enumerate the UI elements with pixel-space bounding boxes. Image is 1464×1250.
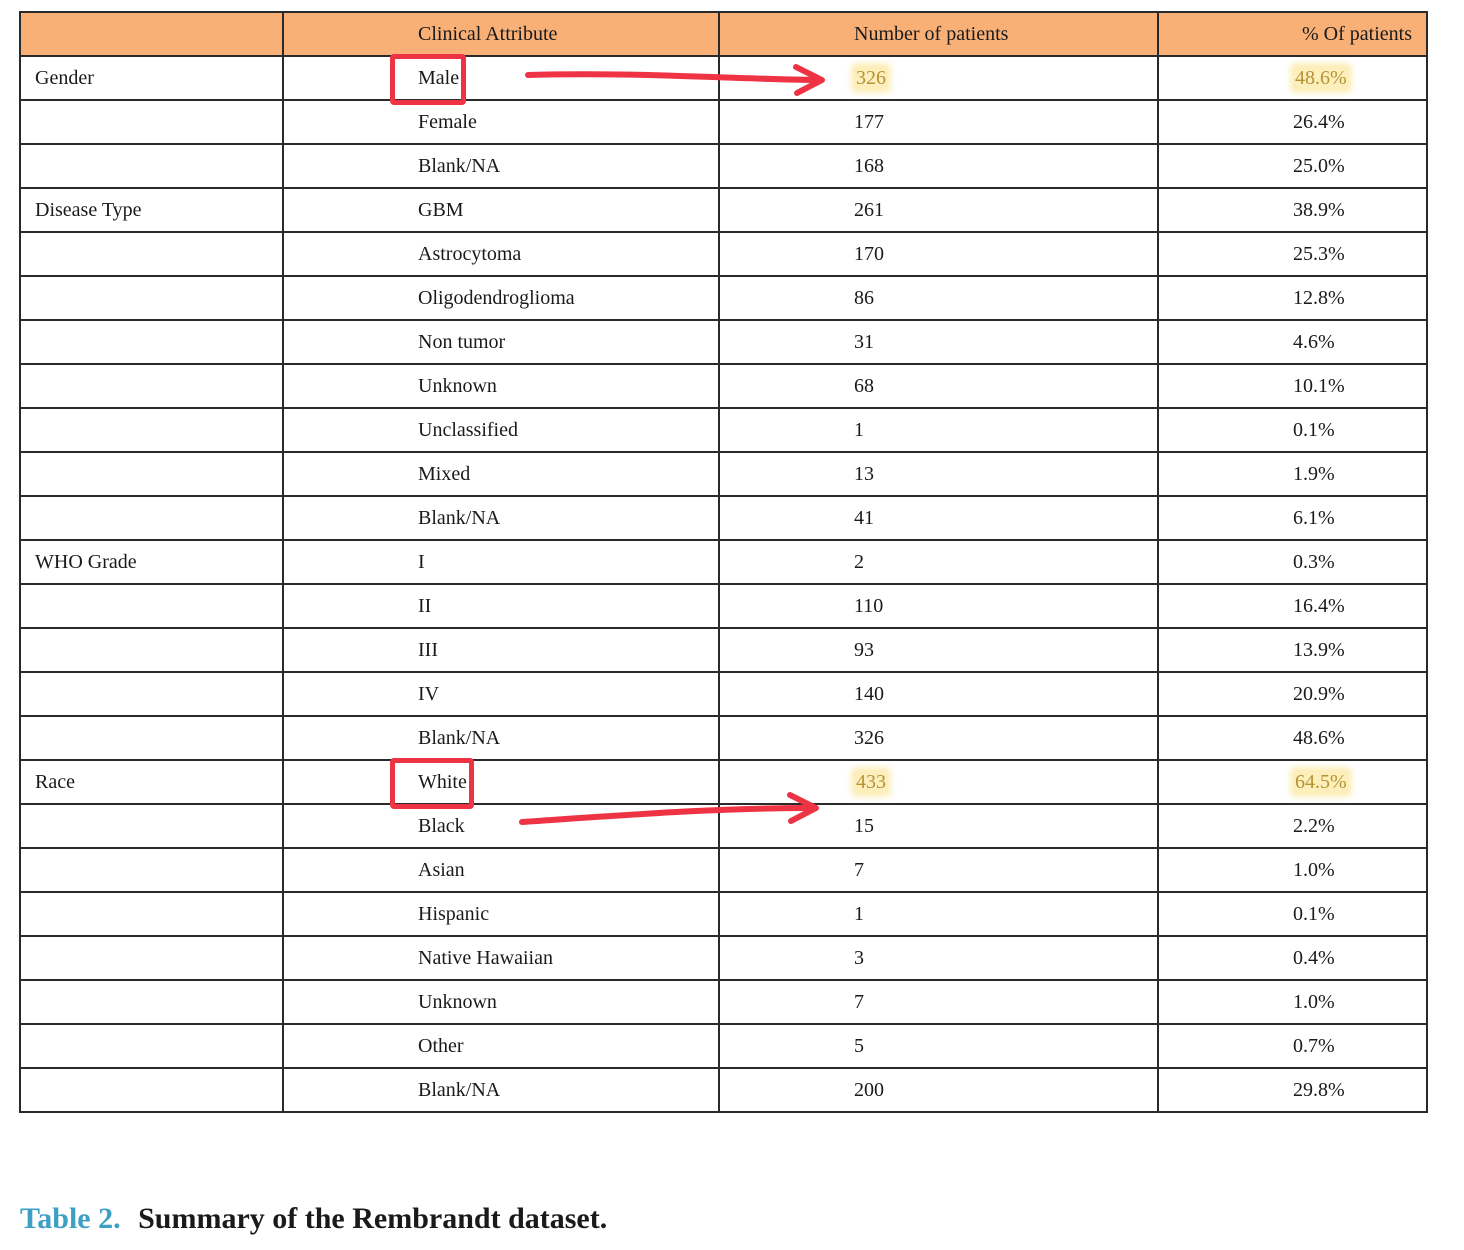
attribute-text: Blank/NA — [418, 726, 501, 749]
percent-text: 48.6% — [1293, 726, 1345, 749]
percent-cell — [1158, 496, 1427, 540]
count-text: 31 — [854, 330, 874, 353]
percent-cell — [1158, 760, 1427, 804]
group-text: Disease Type — [35, 198, 142, 221]
attribute-text: GBM — [418, 198, 464, 221]
attribute-cell — [283, 276, 719, 320]
attribute-cell — [283, 100, 719, 144]
table-row — [20, 188, 1427, 232]
count-cell — [719, 364, 1158, 408]
table-row — [20, 100, 1427, 144]
count-cell — [719, 716, 1158, 760]
attribute-text: Mixed — [418, 462, 471, 485]
attribute-text: Unclassified — [418, 418, 518, 441]
table-row — [20, 980, 1427, 1024]
count-text: 15 — [854, 814, 874, 837]
group-cell — [20, 628, 283, 672]
count-text: 1 — [854, 418, 864, 441]
table-row — [20, 496, 1427, 540]
attribute-cell — [283, 848, 719, 892]
count-text: 7 — [854, 858, 864, 881]
count-cell — [719, 540, 1158, 584]
attribute-cell — [283, 452, 719, 496]
group-cell — [20, 276, 283, 320]
table-row — [20, 584, 1427, 628]
percent-cell — [1158, 188, 1427, 232]
percent-cell — [1158, 452, 1427, 496]
percent-text: 10.1% — [1293, 374, 1345, 397]
percent-cell — [1158, 848, 1427, 892]
table-row — [20, 144, 1427, 188]
count-cell — [719, 628, 1158, 672]
group-text: Gender — [35, 66, 94, 89]
percent-text: 29.8% — [1293, 1078, 1345, 1101]
table-row — [20, 892, 1427, 936]
caption-text: Summary of the Rembrandt dataset. — [138, 1202, 608, 1235]
percent-text: 64.5% — [1295, 770, 1347, 793]
attribute-cell — [283, 232, 719, 276]
count-cell — [719, 936, 1158, 980]
percent-text: 25.3% — [1293, 242, 1345, 265]
count-text: 5 — [854, 1034, 864, 1057]
group-cell — [20, 804, 283, 848]
percent-cell — [1158, 364, 1427, 408]
attribute-cell — [283, 804, 719, 848]
percent-text: 48.6% — [1295, 66, 1347, 89]
attribute-cell — [283, 760, 719, 804]
percent-cell — [1158, 232, 1427, 276]
table-row — [20, 232, 1427, 276]
count-cell — [719, 452, 1158, 496]
count-cell — [719, 100, 1158, 144]
group-cell — [20, 936, 283, 980]
count-cell — [719, 188, 1158, 232]
attribute-text: Female — [418, 110, 477, 133]
percent-text: 13.9% — [1293, 638, 1345, 661]
table-row — [20, 936, 1427, 980]
rembrandt-summary-table — [19, 11, 1428, 1113]
caption-label: Table 2. — [20, 1202, 121, 1235]
attribute-text: Asian — [418, 858, 465, 881]
percent-text: 0.1% — [1293, 902, 1335, 925]
percent-cell — [1158, 628, 1427, 672]
group-cell — [20, 716, 283, 760]
table-row — [20, 320, 1427, 364]
group-cell — [20, 364, 283, 408]
attribute-cell — [283, 628, 719, 672]
percent-cell — [1158, 804, 1427, 848]
attribute-text: Non tumor — [418, 330, 506, 353]
count-text: 200 — [854, 1078, 884, 1101]
group-text: WHO Grade — [35, 550, 137, 573]
count-text: 86 — [854, 286, 874, 309]
count-cell — [719, 1024, 1158, 1068]
table-row — [20, 1068, 1427, 1112]
percent-text: 0.7% — [1293, 1034, 1335, 1057]
table-caption — [20, 1202, 607, 1236]
count-text: 140 — [854, 682, 884, 705]
group-cell — [20, 188, 283, 232]
count-text: 1 — [854, 902, 864, 925]
percent-cell — [1158, 716, 1427, 760]
percent-text: 25.0% — [1293, 154, 1345, 177]
group-cell — [20, 452, 283, 496]
count-cell — [719, 980, 1158, 1024]
attribute-text: Astrocytoma — [418, 242, 522, 265]
percent-cell — [1158, 1068, 1427, 1112]
attribute-cell — [283, 364, 719, 408]
table-row — [20, 716, 1427, 760]
attribute-cell — [283, 584, 719, 628]
attribute-text: Blank/NA — [418, 154, 501, 177]
count-text: 110 — [854, 594, 884, 617]
percent-cell — [1158, 320, 1427, 364]
count-text: 7 — [854, 990, 864, 1013]
percent-cell — [1158, 936, 1427, 980]
attribute-cell — [283, 408, 719, 452]
attribute-text: Hispanic — [418, 902, 490, 925]
table-row — [20, 760, 1427, 804]
attribute-cell — [283, 980, 719, 1024]
percent-cell — [1158, 56, 1427, 100]
percent-text: 6.1% — [1293, 506, 1335, 529]
count-cell — [719, 496, 1158, 540]
percent-text: 26.4% — [1293, 110, 1345, 133]
count-cell — [719, 56, 1158, 100]
attribute-text: IV — [418, 682, 440, 705]
count-cell — [719, 760, 1158, 804]
table-row — [20, 56, 1427, 100]
group-cell — [20, 584, 283, 628]
percent-text: 0.4% — [1293, 946, 1335, 969]
group-cell — [20, 232, 283, 276]
attribute-cell — [283, 716, 719, 760]
count-cell — [719, 584, 1158, 628]
count-text: 326 — [856, 66, 886, 89]
table-row — [20, 540, 1427, 584]
header-cell-percent-of-patients: % Of patients — [1158, 12, 1427, 56]
count-text: 13 — [854, 462, 874, 485]
attribute-cell — [283, 496, 719, 540]
count-text: 168 — [854, 154, 884, 177]
attribute-text: White — [418, 770, 467, 793]
count-text: 41 — [854, 506, 874, 529]
percent-cell — [1158, 672, 1427, 716]
attribute-text: Native Hawaiian — [418, 946, 553, 969]
group-cell — [20, 980, 283, 1024]
count-cell — [719, 408, 1158, 452]
percent-text: 0.1% — [1293, 418, 1335, 441]
count-text: 93 — [854, 638, 874, 661]
count-text: 433 — [856, 770, 886, 793]
attribute-text: Male — [418, 66, 460, 89]
percent-text: 2.2% — [1293, 814, 1335, 837]
count-cell — [719, 804, 1158, 848]
percent-cell — [1158, 980, 1427, 1024]
table-header-row — [20, 12, 1427, 56]
count-text: 261 — [854, 198, 884, 221]
attribute-text: II — [418, 594, 432, 617]
count-cell — [719, 672, 1158, 716]
attribute-cell — [283, 188, 719, 232]
table-row — [20, 452, 1427, 496]
group-cell — [20, 540, 283, 584]
table-row — [20, 364, 1427, 408]
table-row — [20, 628, 1427, 672]
count-cell — [719, 892, 1158, 936]
attribute-cell — [283, 1024, 719, 1068]
percent-text: 0.3% — [1293, 550, 1335, 573]
percent-text: 12.8% — [1293, 286, 1345, 309]
attribute-cell — [283, 144, 719, 188]
percent-cell — [1158, 584, 1427, 628]
header-cell-number-of-patients: Number of patients — [719, 12, 1158, 56]
group-cell — [20, 496, 283, 540]
percent-cell — [1158, 276, 1427, 320]
attribute-text: I — [418, 550, 425, 573]
percent-cell — [1158, 408, 1427, 452]
group-cell — [20, 760, 283, 804]
count-text: 326 — [854, 726, 884, 749]
percent-cell — [1158, 1024, 1427, 1068]
table-row — [20, 1024, 1427, 1068]
count-cell — [719, 144, 1158, 188]
attribute-text: Oligodendroglioma — [418, 286, 575, 309]
group-cell — [20, 848, 283, 892]
count-text: 170 — [854, 242, 884, 265]
attribute-cell — [283, 936, 719, 980]
attribute-cell — [283, 56, 719, 100]
group-cell — [20, 1024, 283, 1068]
attribute-text: Unknown — [418, 990, 497, 1013]
count-cell — [719, 232, 1158, 276]
count-cell — [719, 276, 1158, 320]
table-row — [20, 672, 1427, 716]
group-cell — [20, 1068, 283, 1112]
group-cell — [20, 100, 283, 144]
attribute-text: Other — [418, 1034, 464, 1057]
count-text: 3 — [854, 946, 864, 969]
table-row — [20, 408, 1427, 452]
count-text: 2 — [854, 550, 864, 573]
attribute-cell — [283, 892, 719, 936]
percent-cell — [1158, 540, 1427, 584]
header-cell-group — [20, 12, 283, 56]
table-row — [20, 276, 1427, 320]
percent-cell — [1158, 100, 1427, 144]
percent-text: 38.9% — [1293, 198, 1345, 221]
group-cell — [20, 56, 283, 100]
attribute-cell — [283, 320, 719, 364]
percent-text: 1.0% — [1293, 990, 1335, 1013]
attribute-text: Blank/NA — [418, 506, 501, 529]
percent-text: 1.9% — [1293, 462, 1335, 485]
percent-text: 16.4% — [1293, 594, 1345, 617]
attribute-cell — [283, 1068, 719, 1112]
attribute-cell — [283, 540, 719, 584]
count-cell — [719, 320, 1158, 364]
attribute-text: Unknown — [418, 374, 497, 397]
group-text: Race — [35, 770, 75, 793]
group-cell — [20, 672, 283, 716]
header-cell-clinical-attribute: Clinical Attribute — [283, 12, 719, 56]
group-cell — [20, 144, 283, 188]
percent-text: 20.9% — [1293, 682, 1345, 705]
count-text: 177 — [854, 110, 884, 133]
count-cell — [719, 848, 1158, 892]
group-cell — [20, 892, 283, 936]
count-cell — [719, 1068, 1158, 1112]
count-text: 68 — [854, 374, 874, 397]
table-row — [20, 848, 1427, 892]
percent-text: 1.0% — [1293, 858, 1335, 881]
percent-cell — [1158, 144, 1427, 188]
attribute-text: III — [418, 638, 438, 661]
attribute-text: Blank/NA — [418, 1078, 501, 1101]
percent-text: 4.6% — [1293, 330, 1335, 353]
group-cell — [20, 320, 283, 364]
attribute-text: Black — [418, 814, 465, 837]
attribute-cell — [283, 672, 719, 716]
table-row — [20, 804, 1427, 848]
group-cell — [20, 408, 283, 452]
percent-cell — [1158, 892, 1427, 936]
